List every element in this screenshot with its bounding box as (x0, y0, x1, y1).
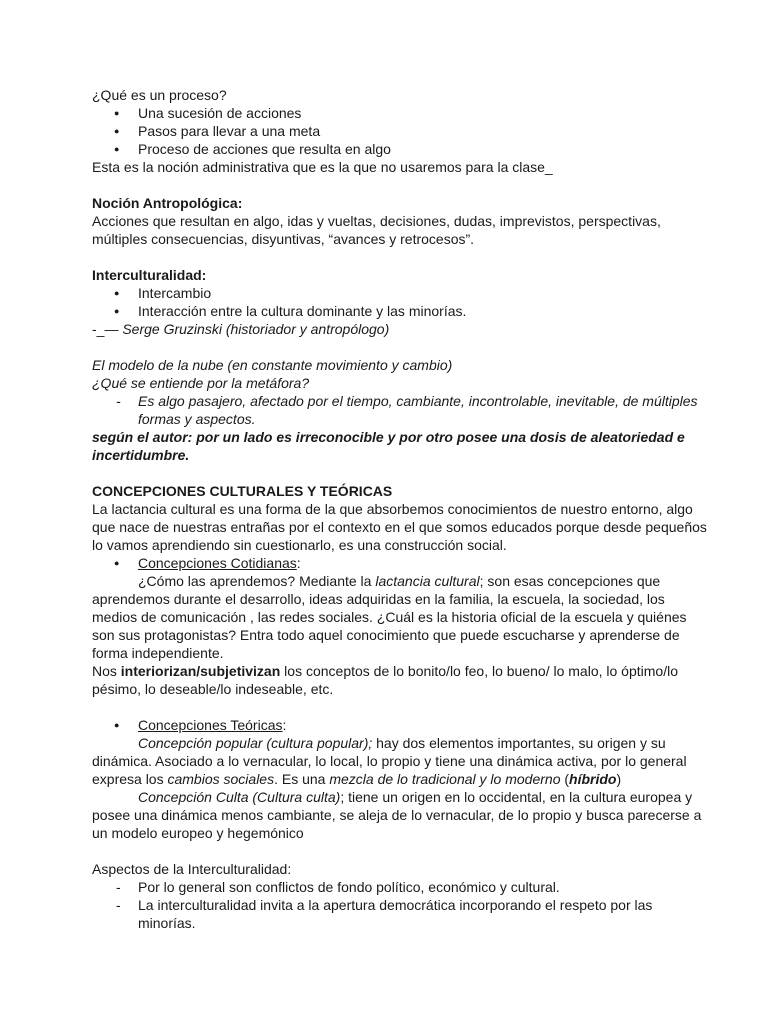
everyday-body: ¿Cómo las aprendemos? Mediante la lactancia cultural; son esas concepciones que aprendemos durante el desarrollo, ideas adquiridas en la familia, la escuela, la sociedad, los medios de comunicación , las redes sociales. ¿Cuál es la historia oficial de la escuela y quiénes son sus protagonistas? Entra todo aquel conocimiento que puede escucharse y aprenderse de forma independiente. (92, 573, 687, 661)
cult-body: Concepción Culta (Cultura culta); tiene un origen en lo occidental, en la cultura europea y posee una dinámica menos cambiante, se aleja de lo vernacular, de lo propio y busca parecerse a un modelo europeo y hegemónico (92, 789, 702, 841)
conceptions-heading: CONCEPCIONES CULTURALES Y TEÓRICAS (92, 483, 393, 499)
interiorize-line: Nos interiorizan/subjetivizan los conceptos de lo bonito/lo feo, lo bueno/ lo malo, lo óptimo/lo pésimo, lo deseable/lo indeseable, etc. (92, 663, 678, 697)
metaphor-question: ¿Qué se entiende por la metáfora? (92, 375, 310, 391)
list-item: ● Interacción entre la cultura dominante y las minorías. (92, 302, 712, 320)
list-item: ● Una sucesión de acciones (92, 104, 712, 122)
list-item: ● Intercambio (92, 284, 712, 302)
intercultural-list (92, 284, 712, 320)
list-item: - Es algo pasajero, afectado por el tiempo, cambiante, incontrolable, inevitable, de múltiples formas y aspectos. (92, 392, 712, 428)
everyday-label: Concepciones Cotidianas (138, 555, 297, 571)
lactancia-intro: La lactancia cultural es una forma de la que absorbemos conocimientos de nuestro entorno, algo que nace de nuestras entrañas por el contexto en el que somos educados porque desde pequeños lo vamos aprendiendo sin cuestionarlo, es una construcción social. (92, 501, 707, 553)
aspects-heading: Aspectos de la Interculturalidad: (92, 861, 292, 877)
list-item: ● Pasos para llevar a una meta (92, 122, 712, 140)
popular-body: Concepción popular (cultura popular); hay dos elementos importantes, su origen y su dinámica. Asociado a lo vernacular, lo local, lo propio y tiene una dinámica activa, por lo general expresa los cambios sociales. Es una mezcla de lo tradicional y lo moderno (híbrido) (92, 735, 687, 787)
anthro-heading: Noción Antropológica: (92, 195, 243, 211)
author-view: según el autor: por un lado es irreconocible y por otro posee una dosis de aleatoriedad e incertidumbre. (92, 429, 685, 463)
list-item: - La interculturalidad invita a la apertura democrática incorporando el respeto por las minorías. (92, 896, 712, 932)
list-item: ● Concepciones Teóricas: (92, 716, 712, 734)
anthro-body: Acciones que resultan en algo, idas y vueltas, decisiones, dudas, imprevistos, perspectivas, múltiples consecuencias, disyuntivas, “avances y retrocesos”. (92, 213, 661, 247)
theoretical-list (92, 716, 712, 734)
process-list (92, 104, 712, 158)
intercultural-heading: Interculturalidad: (92, 267, 207, 283)
theoretical-label: Concepciones Teóricas (138, 717, 283, 733)
list-item: ● Concepciones Cotidianas: (92, 554, 712, 572)
author-name: Serge Gruzinski (historiador y antropólogo) (122, 321, 390, 337)
list-item: ● Proceso de acciones que resulta en algo (92, 140, 712, 158)
everyday-list (92, 554, 712, 572)
admin-note: Esta es la noción administrativa que es la que no usaremos para la clase_ (92, 159, 553, 175)
process-question: ¿Qué es un proceso? (92, 87, 227, 103)
list-item: - Por lo general son conflictos de fondo político, económico y cultural. (92, 878, 712, 896)
author-line: -_— Serge Gruzinski (historiador y antropólogo) (92, 321, 390, 337)
aspects-list (92, 878, 712, 932)
metaphor-list (92, 392, 712, 428)
cloud-model: El modelo de la nube (en constante movimiento y cambio) (92, 357, 453, 373)
